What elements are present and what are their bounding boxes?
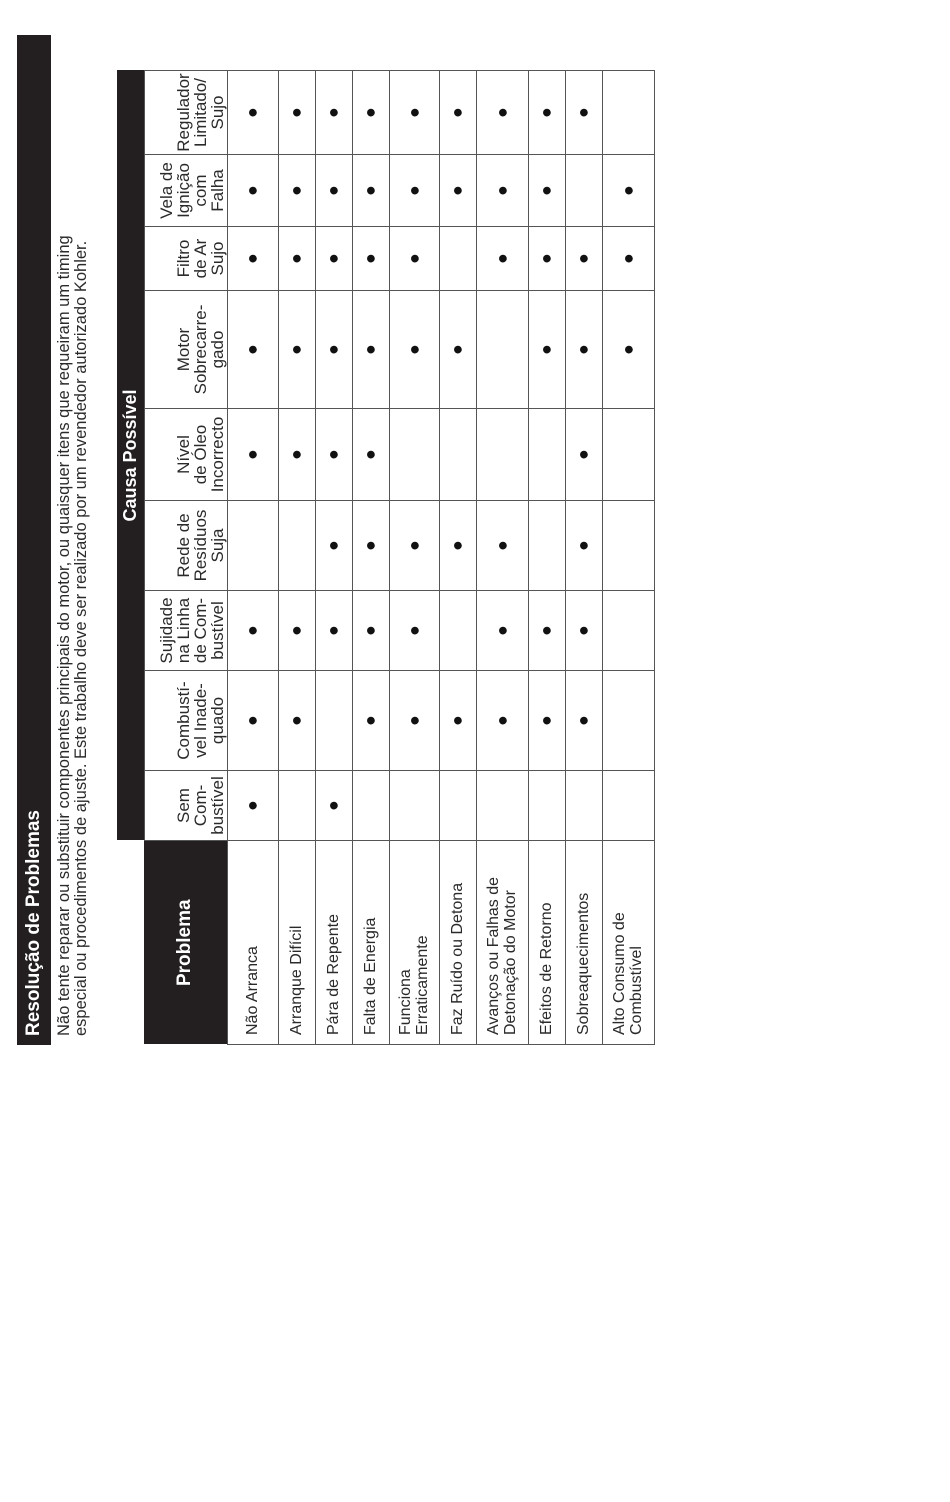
problem-cell: Efeitos de Retorno bbox=[528, 841, 565, 1045]
cause-header: Combustí- vel Inade- quado bbox=[144, 671, 227, 771]
cause-mark: ● bbox=[476, 71, 528, 155]
cause-mark: ● bbox=[476, 591, 528, 671]
empty-cell bbox=[476, 409, 528, 501]
cause-mark: ● bbox=[528, 227, 565, 291]
cause-mark: ● bbox=[352, 409, 389, 501]
cause-mark: ● bbox=[315, 227, 352, 291]
cause-mark: ● bbox=[278, 227, 315, 291]
cause-mark: ● bbox=[315, 501, 352, 591]
cause-mark: ● bbox=[602, 227, 654, 291]
empty-cell bbox=[565, 771, 602, 841]
cause-mark: ● bbox=[227, 291, 278, 409]
empty-cell bbox=[528, 501, 565, 591]
cause-mark: ● bbox=[389, 501, 439, 591]
table-row bbox=[476, 71, 528, 1045]
empty-cell bbox=[528, 409, 565, 501]
empty-cell bbox=[439, 409, 476, 501]
cause-header: Sujidade na Linha de Com- bustível bbox=[144, 591, 227, 671]
problem-cell: Alto Consumo de Combustível bbox=[602, 841, 654, 1045]
cause-mark: ● bbox=[227, 771, 278, 841]
table-row bbox=[389, 71, 439, 1045]
cause-mark: ● bbox=[315, 409, 352, 501]
cause-mark: ● bbox=[565, 501, 602, 591]
problem-cell: Arranque Difícil bbox=[278, 841, 315, 1045]
troubleshooting-table bbox=[117, 70, 655, 1045]
cause-mark: ● bbox=[439, 71, 476, 155]
empty-cell bbox=[602, 409, 654, 501]
problem-column-header: Problema bbox=[144, 841, 227, 1045]
cause-header: Rede de Resíduos Suja bbox=[144, 501, 227, 591]
empty-cell bbox=[476, 291, 528, 409]
cause-mark: ● bbox=[528, 155, 565, 227]
empty-cell bbox=[476, 771, 528, 841]
empty-cell bbox=[602, 501, 654, 591]
cause-mark: ● bbox=[227, 409, 278, 501]
cause-mark: ● bbox=[352, 71, 389, 155]
cause-mark: ● bbox=[227, 71, 278, 155]
cause-mark: ● bbox=[278, 671, 315, 771]
cause-mark: ● bbox=[352, 227, 389, 291]
cause-mark: ● bbox=[389, 671, 439, 771]
cause-mark: ● bbox=[439, 671, 476, 771]
cause-mark: ● bbox=[389, 71, 439, 155]
problem-cell: Não Arranca bbox=[227, 841, 278, 1045]
cause-header: Sem Com- bustível bbox=[144, 771, 227, 841]
intro-line-2: especial ou procedimentos de ajuste. Este trabalho deve ser realizado por um revendedor autorizado Kohler. bbox=[72, 240, 90, 1036]
problem-cell: Avanços ou Falhas de Detonação do Motor bbox=[476, 841, 528, 1045]
possible-cause-header: Causa Possível bbox=[117, 71, 144, 841]
empty-cell bbox=[389, 409, 439, 501]
cause-mark: ● bbox=[389, 591, 439, 671]
cause-mark: ● bbox=[565, 409, 602, 501]
cause-header: Regulador Limitado/ Sujo bbox=[144, 71, 227, 155]
cause-mark: ● bbox=[389, 227, 439, 291]
section-title: Resolução de Problemas bbox=[17, 35, 51, 1045]
cause-header: Vela de Ignição com Falha bbox=[144, 155, 227, 227]
cause-mark: ● bbox=[315, 771, 352, 841]
cause-mark: ● bbox=[565, 71, 602, 155]
cause-mark: ● bbox=[315, 71, 352, 155]
problem-cell: Funciona Erraticamente bbox=[389, 841, 439, 1045]
cause-mark: ● bbox=[476, 501, 528, 591]
cause-mark: ● bbox=[528, 671, 565, 771]
problem-cell: Falta de Energia bbox=[352, 841, 389, 1045]
empty-cell bbox=[278, 501, 315, 591]
problem-cell: Sobreaquecimentos bbox=[565, 841, 602, 1045]
table-row bbox=[352, 71, 389, 1045]
cause-mark: ● bbox=[528, 71, 565, 155]
empty-cell bbox=[602, 771, 654, 841]
cause-mark: ● bbox=[389, 291, 439, 409]
cause-mark: ● bbox=[278, 591, 315, 671]
cause-mark: ● bbox=[565, 227, 602, 291]
table-row bbox=[528, 71, 565, 1045]
empty-cell bbox=[315, 671, 352, 771]
table-row bbox=[602, 71, 654, 1045]
cause-mark: ● bbox=[278, 291, 315, 409]
cause-mark: ● bbox=[227, 227, 278, 291]
cause-mark: ● bbox=[352, 671, 389, 771]
empty-cell bbox=[565, 155, 602, 227]
cause-mark: ● bbox=[352, 591, 389, 671]
cause-mark: ● bbox=[565, 291, 602, 409]
empty-cell bbox=[352, 771, 389, 841]
empty-cell bbox=[528, 771, 565, 841]
cause-mark: ● bbox=[565, 591, 602, 671]
empty-cell bbox=[227, 501, 278, 591]
table-row bbox=[227, 71, 278, 1045]
cause-mark: ● bbox=[278, 409, 315, 501]
cause-mark: ● bbox=[278, 71, 315, 155]
cause-mark: ● bbox=[476, 155, 528, 227]
cause-mark: ● bbox=[565, 671, 602, 771]
problem-cell: Pára de Repente bbox=[315, 841, 352, 1045]
cause-mark: ● bbox=[315, 155, 352, 227]
cause-mark: ● bbox=[352, 155, 389, 227]
empty-cell bbox=[439, 771, 476, 841]
problem-cell: Faz Ruído ou Detona bbox=[439, 841, 476, 1045]
empty-cell bbox=[439, 591, 476, 671]
table-row bbox=[565, 71, 602, 1045]
cause-mark: ● bbox=[476, 227, 528, 291]
cause-mark: ● bbox=[439, 155, 476, 227]
corner-blank bbox=[117, 841, 144, 1045]
cause-mark: ● bbox=[227, 155, 278, 227]
empty-cell bbox=[278, 771, 315, 841]
cause-mark: ● bbox=[389, 155, 439, 227]
cause-mark: ● bbox=[476, 671, 528, 771]
empty-cell bbox=[602, 671, 654, 771]
cause-mark: ● bbox=[227, 591, 278, 671]
cause-mark: ● bbox=[602, 155, 654, 227]
cause-mark: ● bbox=[602, 291, 654, 409]
cause-mark: ● bbox=[439, 501, 476, 591]
cause-mark: ● bbox=[315, 591, 352, 671]
cause-mark: ● bbox=[528, 591, 565, 671]
table-row bbox=[439, 71, 476, 1045]
empty-cell bbox=[389, 771, 439, 841]
cause-mark: ● bbox=[315, 291, 352, 409]
empty-cell bbox=[602, 71, 654, 155]
cause-header: Nível de Óleo Incorrecto bbox=[144, 409, 227, 501]
cause-header: Filtro de Ar Sujo bbox=[144, 227, 227, 291]
cause-mark: ● bbox=[352, 501, 389, 591]
table-row bbox=[278, 71, 315, 1045]
empty-cell bbox=[602, 591, 654, 671]
cause-mark: ● bbox=[278, 155, 315, 227]
empty-cell bbox=[439, 227, 476, 291]
cause-mark: ● bbox=[439, 291, 476, 409]
cause-header: Motor Sobrecarre- gado bbox=[144, 291, 227, 409]
cause-mark: ● bbox=[227, 671, 278, 771]
cause-mark: ● bbox=[528, 291, 565, 409]
cause-mark: ● bbox=[352, 291, 389, 409]
rotated-document bbox=[0, 35, 645, 1045]
intro-line-1: Não tente reparar ou substituir componentes principais do motor, ou quaisquer itens que requeiram um timing bbox=[55, 235, 73, 1036]
intro-text bbox=[56, 46, 90, 1036]
table-row bbox=[315, 71, 352, 1045]
